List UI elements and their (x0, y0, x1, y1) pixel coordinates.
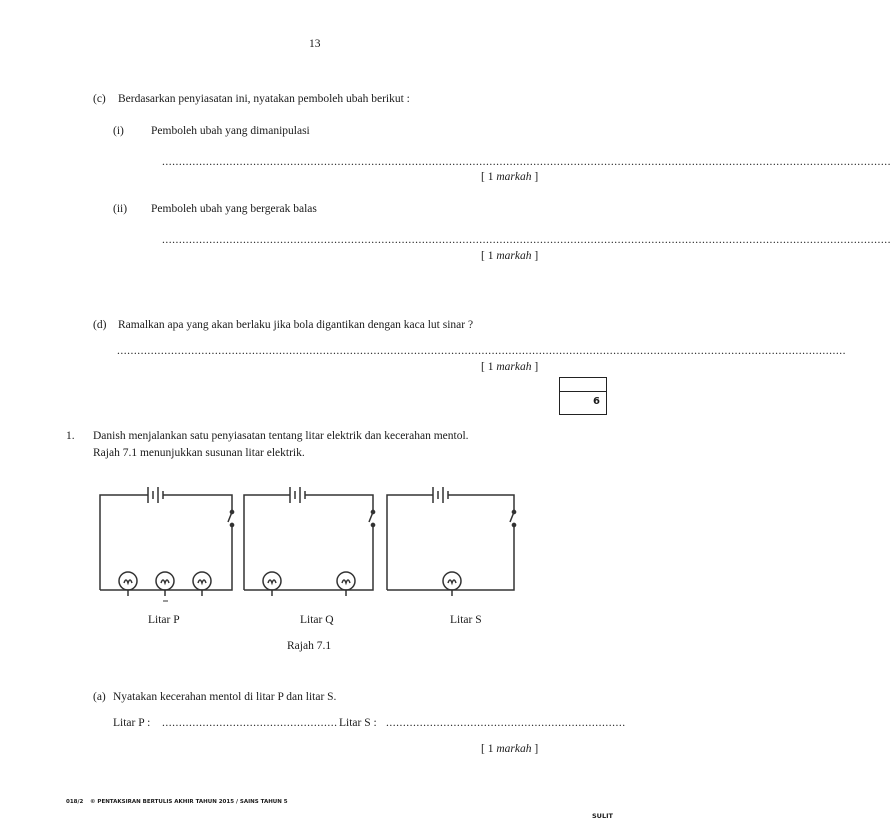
circuit-label-q: Litar Q (300, 614, 334, 626)
marks-close: ] (534, 743, 539, 755)
wire-q-top (305, 495, 373, 512)
bulb-icon (156, 572, 174, 596)
wire-s-left (387, 495, 433, 590)
wire-p-top (163, 495, 232, 512)
footer-code: 018/2 (66, 799, 84, 805)
section-a-question: Nyatakan kecerahan mentol di litar P dan litar S. (113, 691, 337, 703)
footer-status: SULIT (592, 812, 613, 820)
question-1-line2: Rajah 7.1 menunjukkan susunan litar elektrik. (93, 447, 305, 459)
marks-word: markah (496, 171, 532, 183)
bulb-icon (263, 572, 281, 596)
circuit-label-p: Litar P (148, 614, 180, 626)
marks-word: markah (496, 743, 532, 755)
marks-word: markah (496, 361, 532, 373)
switch-p-dot (230, 510, 233, 513)
question-1-number: 1. (66, 430, 75, 442)
page-number: 13 (309, 38, 321, 50)
circuit-label-s: Litar S (450, 614, 482, 626)
section-d-label: (d) (93, 319, 107, 331)
score-value: 6 (593, 396, 600, 407)
marks-open: [ 1 (481, 250, 494, 262)
answer-line-litar-p[interactable]: .................................................... (162, 717, 338, 729)
part-i-label: (i) (113, 125, 124, 137)
marks-open: [ 1 (481, 743, 494, 755)
marks-close: ] (534, 171, 539, 183)
marks-open: [ 1 (481, 361, 494, 373)
wire-q-left (244, 495, 290, 590)
answer-line-c-i[interactable]: ........................................................................................................................................................................................................................ (162, 156, 891, 168)
bulb-icon (443, 572, 461, 596)
bulb-icon (193, 572, 211, 596)
figure-caption: Rajah 7.1 (287, 640, 332, 652)
section-c-question: Berdasarkan penyiasatan ini, nyatakan pemboleh ubah berikut : (118, 93, 410, 105)
bulb-icon (119, 572, 137, 596)
footer-text: © PENTAKSIRAN BERTULIS AKHIR TAHUN 2015 / SAINS TAHUN 5 (90, 799, 288, 805)
part-i-text: Pemboleh ubah yang dimanipulasi (151, 125, 310, 137)
wire-s-top (448, 495, 514, 512)
section-d-question: Ramalkan apa yang akan berlaku jika bola digantikan dengan kaca lut sinar ? (118, 319, 474, 331)
question-1-line1: Danish menjalankan satu penyiasatan tentang litar elektrik dan kecerahan mentol. (93, 430, 469, 442)
marks-a (481, 743, 538, 755)
litar-s-label: Litar S : (339, 717, 377, 729)
wire-p-left (100, 495, 148, 590)
bulb-icon (337, 572, 355, 596)
part-ii-text: Pemboleh ubah yang bergerak balas (151, 203, 317, 215)
answer-line-c-ii[interactable]: ........................................................................................................................................................................................................................ (162, 234, 891, 246)
circuit-s (387, 487, 516, 596)
answer-line-litar-s[interactable]: ....................................................................... (386, 717, 626, 729)
marks-word: markah (496, 250, 532, 262)
circuit-p (100, 487, 234, 596)
answer-line-d[interactable]: ........................................................................................................................................................................................................................ (117, 345, 846, 357)
litar-p-label: Litar P : (113, 717, 151, 729)
marks-close: ] (534, 250, 539, 262)
marks-close: ] (534, 361, 539, 373)
section-a-label: (a) (93, 691, 106, 703)
circuit-q (244, 487, 375, 596)
marks-open: [ 1 (481, 171, 494, 183)
part-ii-label: (ii) (113, 203, 128, 215)
section-c-label: (c) (93, 93, 106, 105)
